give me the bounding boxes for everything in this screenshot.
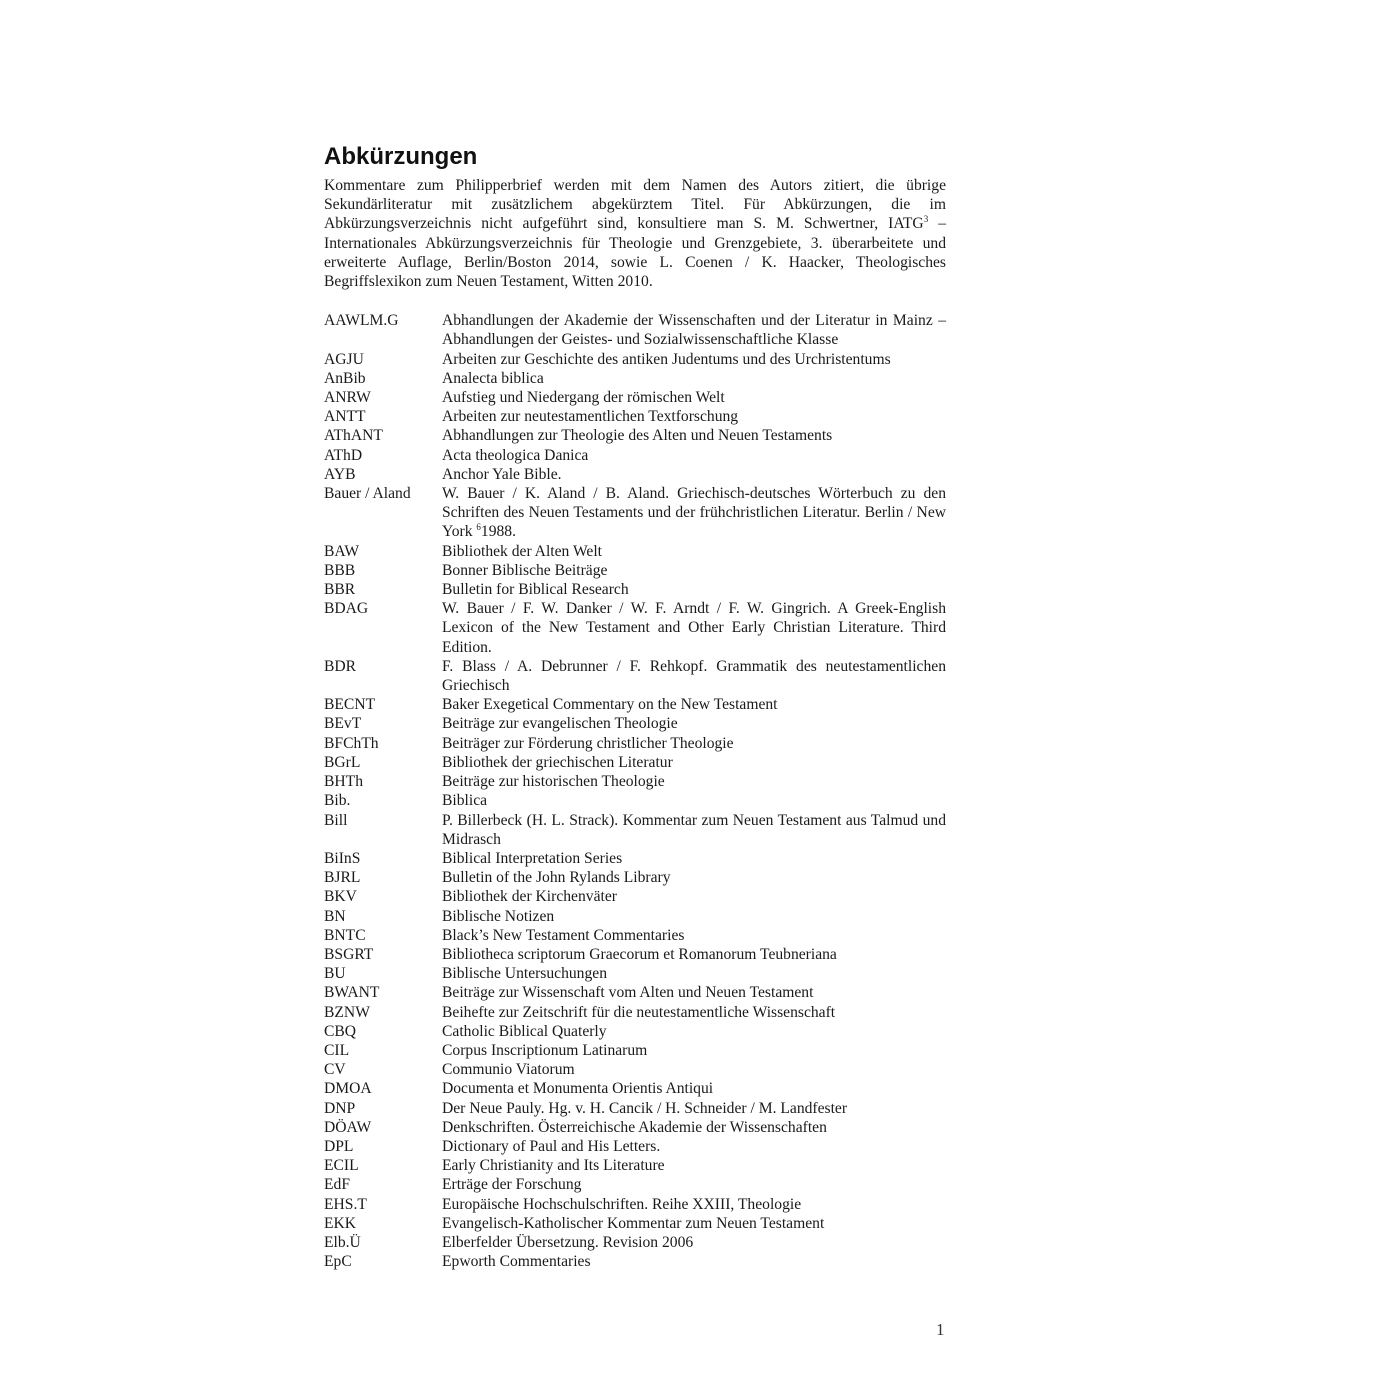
abbreviation-description: Beiträge zur evangelischen Theologie: [442, 715, 678, 733]
abbreviation-entry: [324, 1022, 946, 1041]
abbreviation-description: Epworth Commentaries: [442, 1253, 591, 1271]
abbreviation-term: BKV: [324, 888, 357, 906]
abbreviation-entry: [324, 657, 946, 695]
abbreviation-term: ECIL: [324, 1157, 359, 1175]
abbreviation-term: CIL: [324, 1041, 350, 1059]
abbreviation-description: Biblische Untersuchungen: [442, 965, 607, 983]
abbreviation-description: Bibliothek der griechischen Literatur: [442, 753, 673, 771]
abbreviation-entry: [324, 426, 946, 445]
page-number: 1: [936, 1320, 945, 1339]
abbreviation-term: BBB: [324, 561, 356, 579]
abbreviation-term: AnBib: [324, 369, 366, 387]
abbreviation-entry: [324, 868, 946, 887]
abbreviation-description: Abhandlungen zur Theologie des Alten und Neuen Testaments: [442, 427, 833, 445]
abbreviation-description: Biblische Notizen: [442, 907, 555, 925]
edition-superscript: 6: [476, 522, 481, 533]
abbreviation-description: Evangelisch-Katholischer Kommentar zum Neuen Testament: [442, 1214, 825, 1232]
abbreviation-entry: [324, 849, 946, 868]
abbreviation-entry: [324, 465, 946, 484]
abbreviation-description: W. Bauer / F. W. Danker / W. F. Arndt / F. W. Gingrich. A Greek-English Lexicon of the New Testament and Other Early Christian Literature. Third Edition.: [442, 600, 946, 656]
abbreviation-description: Communio Viatorum: [442, 1061, 575, 1079]
abbreviation-description: Bonner Biblische Beiträge: [442, 561, 608, 579]
description-text: W. Bauer / K. Aland / B. Aland. Griechisch-deutsches Wörterbuch zu den Schriften des Neuen Testaments und der frühchristlichen Literatur. Berlin / New York: [442, 485, 946, 541]
abbreviation-description: Beiträger zur Förderung christlicher Theologie: [442, 734, 734, 752]
abbreviation-entry: [324, 350, 946, 369]
abbreviation-description: [442, 484, 946, 542]
abbreviation-entry: [324, 484, 946, 542]
abbreviation-description: Europäische Hochschulschriften. Reihe XXIII, Theologie: [442, 1195, 802, 1213]
abbreviation-description: Abhandlungen der Akademie der Wissenschaften und der Literatur in Mainz – Abhandlungen der Geistes- und Sozialwissenschaftliche Klasse: [442, 312, 946, 349]
abbreviation-description: Beiträge zur Wissenschaft vom Alten und Neuen Testament: [442, 984, 814, 1002]
abbreviation-description: Biblica: [442, 792, 488, 810]
abbreviation-description: Corpus Inscriptionum Latinarum: [442, 1041, 648, 1059]
abbreviation-entry: [324, 561, 946, 580]
abbreviation-term: EdF: [324, 1176, 350, 1194]
abbreviation-term: BEvT: [324, 715, 362, 733]
abbreviation-entry: [324, 1195, 946, 1214]
abbreviation-description: Dictionary of Paul and His Letters.: [442, 1137, 661, 1155]
abbreviation-description: Elberfelder Übersetzung. Revision 2006: [442, 1233, 694, 1251]
abbreviation-term: DMOA: [324, 1080, 372, 1098]
abbreviation-description: Acta theologica Danica: [442, 446, 589, 464]
abbreviation-description: Bulletin for Biblical Research: [442, 581, 629, 599]
abbreviation-entry: [324, 388, 946, 407]
abbreviation-entry: [324, 407, 946, 426]
abbreviation-term: Bib.: [324, 792, 351, 810]
abbreviation-term: Bill: [324, 811, 348, 829]
abbreviation-term: AAWLM.G: [324, 312, 399, 330]
abbreviation-entry: [324, 1060, 946, 1079]
abbreviation-term: BU: [324, 965, 346, 983]
description-text-continued: 1988.: [480, 523, 516, 541]
abbreviation-term: BFChTh: [324, 734, 379, 752]
abbreviation-term: BJRL: [324, 869, 361, 887]
abbreviation-term: EpC: [324, 1253, 352, 1271]
abbreviation-description: Bibliothek der Alten Welt: [442, 542, 603, 560]
abbreviation-entry: [324, 446, 946, 465]
abbreviation-description: Analecta biblica: [442, 369, 544, 387]
abbreviation-entry: [324, 926, 946, 945]
abbreviation-description: Erträge der Forschung: [442, 1176, 582, 1194]
abbreviation-entry: [324, 945, 946, 964]
abbreviation-description: Denkschriften. Österreichische Akademie der Wissenschaften: [442, 1118, 827, 1136]
abbreviation-entry: [324, 1252, 946, 1271]
abbreviation-entry: [324, 1099, 946, 1118]
abbreviation-term: DPL: [324, 1137, 354, 1155]
abbreviation-description: Arbeiten zur neutestamentlichen Textforschung: [442, 408, 739, 426]
abbreviation-term: Elb.Ü: [324, 1233, 361, 1251]
abbreviation-term: DNP: [324, 1099, 356, 1117]
abbreviation-entry: [324, 580, 946, 599]
abbreviation-description: Aufstieg und Niedergang der römischen Welt: [442, 389, 725, 407]
abbreviation-term: AGJU: [324, 350, 364, 368]
abbreviation-entry: [324, 1118, 946, 1137]
abbreviation-entry: [324, 1156, 946, 1175]
abbreviation-description: Bulletin of the John Rylands Library: [442, 869, 671, 887]
abbreviation-list: [324, 311, 946, 1271]
abbreviation-term: BSGRT: [324, 945, 374, 963]
abbreviation-entry: [324, 1233, 946, 1252]
abbreviation-entry: [324, 791, 946, 810]
abbreviation-term: ANRW: [324, 389, 371, 407]
abbreviation-entry: [324, 369, 946, 388]
abbreviation-term: AThANT: [324, 427, 383, 445]
abbreviation-description: Documenta et Monumenta Orientis Antiqui: [442, 1080, 714, 1098]
abbreviation-description: Biblical Interpretation Series: [442, 849, 623, 867]
abbreviation-entry: [324, 887, 946, 906]
abbreviation-description: Anchor Yale Bible.: [442, 465, 562, 483]
abbreviation-entry: [324, 542, 946, 561]
abbreviation-term: AThD: [324, 446, 363, 464]
abbreviation-term: DÖAW: [324, 1118, 372, 1136]
abbreviation-entry: [324, 1003, 946, 1022]
abbreviation-term: BECNT: [324, 696, 376, 714]
abbreviation-term: AYB: [324, 465, 356, 483]
abbreviation-term: BN: [324, 907, 346, 925]
abbreviation-description: Der Neue Pauly. Hg. v. H. Cancik / H. Schneider / M. Landfester: [442, 1099, 848, 1117]
abbreviation-term: BWANT: [324, 984, 380, 1002]
abbreviation-description: P. Billerbeck (H. L. Strack). Kommentar zum Neuen Testament aus Talmud und Midrasch: [442, 811, 946, 848]
abbreviation-term: BDR: [324, 657, 357, 675]
abbreviation-term: BGrL: [324, 753, 361, 771]
abbreviation-entry: [324, 753, 946, 772]
abbreviation-term: BNTC: [324, 926, 366, 944]
abbreviation-entry: [324, 311, 946, 349]
abbreviation-entry: [324, 811, 946, 849]
abbreviation-term: BHTh: [324, 773, 363, 791]
abbreviation-term: EHS.T: [324, 1195, 367, 1213]
intro-text: Kommentare zum Philipperbrief werden mit dem Namen des Autors zitiert, die übrige Sekundärliteratur mit zusätzlichem abgekürztem Titel. Für Abkürzungen, die im Abkürzungsverzeichnis nicht aufgeführt sind, konsultiere man S. M. Schwertner, IATG: [324, 177, 946, 233]
abbreviation-term: EKK: [324, 1214, 357, 1232]
intro-text-continued: – Internationales Abkürzungsverzeichnis für Theologie und Grenzgebiete, 3. überarbeitete und erweiterte Auflage, Berlin/Boston 2014, sowie L. Coenen / K. Haacker, Theologisches Begriffslexikon zum Neuen Testament, Witten 2010.: [324, 215, 947, 291]
abbreviation-description: Black’s New Testament Commentaries: [442, 926, 685, 944]
edition-superscript: 3: [923, 214, 929, 225]
abbreviation-term: BiInS: [324, 849, 361, 867]
abbreviation-entry: [324, 1079, 946, 1098]
page-title: Abkürzungen: [324, 143, 478, 170]
abbreviation-term: Bauer / Aland: [324, 485, 411, 503]
abbreviation-term: BAW: [324, 542, 360, 560]
abbreviation-entry: [324, 964, 946, 983]
abbreviation-term: CV: [324, 1061, 346, 1079]
abbreviation-term: ANTT: [324, 408, 366, 426]
abbreviation-entry: [324, 772, 946, 791]
abbreviation-description: Beihefte zur Zeitschrift für die neutestamentliche Wissenschaft: [442, 1003, 836, 1021]
abbreviation-entry: [324, 1137, 946, 1156]
abbreviation-description: Bibliotheca scriptorum Graecorum et Romanorum Teubneriana: [442, 945, 837, 963]
abbreviation-term: BDAG: [324, 600, 369, 618]
abbreviation-description: Catholic Biblical Quaterly: [442, 1022, 607, 1040]
abbreviation-entry: [324, 1214, 946, 1233]
abbreviation-description: Beiträge zur historischen Theologie: [442, 773, 665, 791]
abbreviation-entry: [324, 734, 946, 753]
abbreviation-term: BZNW: [324, 1003, 370, 1021]
abbreviation-description: Bibliothek der Kirchenväter: [442, 888, 617, 906]
abbreviation-entry: [324, 1041, 946, 1060]
document-page: [324, 142, 946, 1271]
abbreviation-term: BBR: [324, 581, 356, 599]
abbreviation-entry: [324, 714, 946, 733]
abbreviation-entry: [324, 599, 946, 657]
abbreviation-entry: [324, 1175, 946, 1194]
abbreviation-description: Arbeiten zur Geschichte des antiken Judentums und des Urchristentums: [442, 350, 891, 368]
abbreviation-entry: [324, 695, 946, 714]
abbreviation-description: F. Blass / A. Debrunner / F. Rehkopf. Grammatik des neutestamentlichen Griechisch: [442, 657, 946, 695]
abbreviation-description: Baker Exegetical Commentary on the New Testament: [442, 696, 778, 714]
abbreviation-entry: [324, 907, 946, 926]
abbreviation-term: CBQ: [324, 1022, 357, 1040]
abbreviation-description: Early Christianity and Its Literature: [442, 1157, 665, 1175]
intro-paragraph: [324, 176, 946, 291]
abbreviation-entry: [324, 983, 946, 1002]
